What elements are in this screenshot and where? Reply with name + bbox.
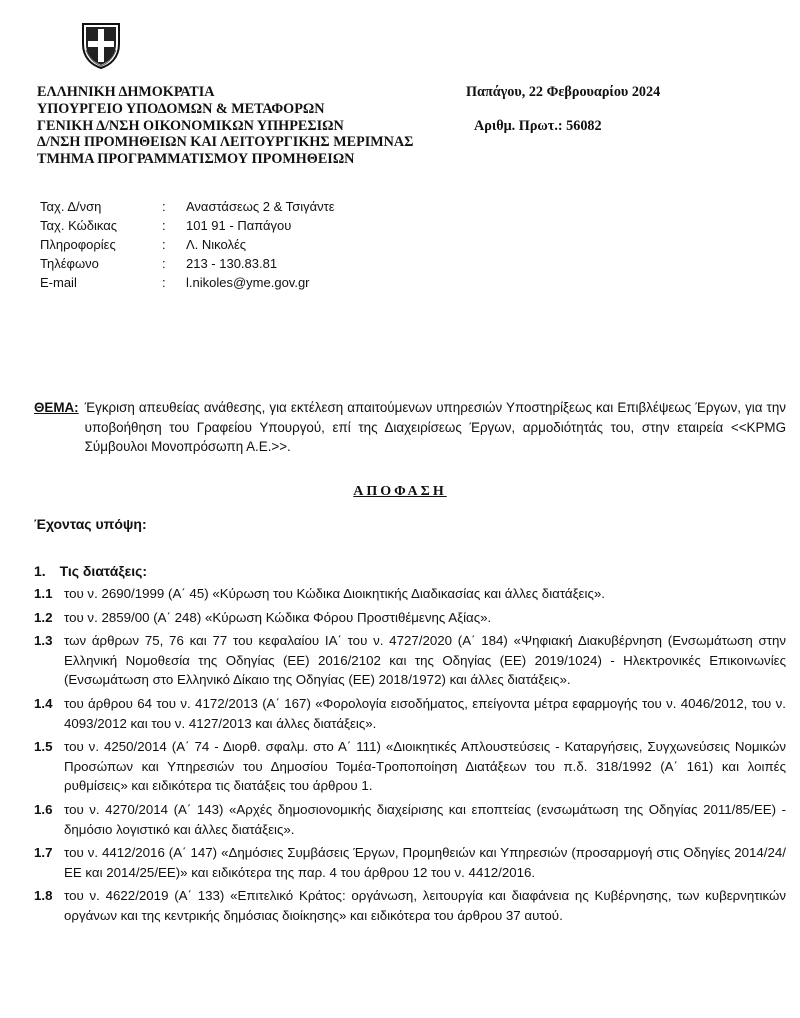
contact-value: Αναστάσεως 2 & Τσιγάντε — [186, 199, 335, 214]
document-meta — [466, 84, 786, 135]
list-item — [34, 843, 786, 882]
list-item — [34, 631, 786, 690]
decision-title: ΑΠΟΦΑΣΗ — [353, 484, 447, 499]
contact-label: Πληροφορίες — [40, 237, 116, 252]
contact-row-phone: Τηλέφωνο : 213 - 130.83.81 — [40, 256, 278, 271]
item-number: 1.8 — [34, 888, 53, 904]
contact-details — [40, 197, 335, 292]
item-number: 1.2 — [34, 609, 53, 625]
authority-line: ΤΜΗΜΑ ΠΡΟΓΡΑΜΜΑΤΙΣΜΟΥ ΠΡΟΜΗΘΕΙΩΝ — [37, 151, 355, 168]
list-item — [34, 694, 786, 733]
item-text: του άρθρου 64 του ν. 4172/2013 (Α΄ 167) «Φορολογία εισοδήματος, επείγοντα μέτρα εφαρμογής του ν. 4046/2012, του ν. 4093/2012 και του ν. 4127/2013 και άλλες διατάξεις». — [64, 695, 786, 731]
authority-line: ΕΛΛΗΝΙΚΗ ΔΗΜΟΚΡΑΤΙΑ — [37, 84, 215, 100]
contact-value: Λ. Νικολές — [186, 237, 247, 252]
contact-label: Τηλέφωνο — [40, 256, 99, 271]
having-in-view-heading: Έχοντας υπόψη: — [34, 516, 147, 532]
item-text: του ν. 2859/00 (Α΄ 248) «Κύρωση Κώδικα Φόρου Προστιθέμενης Αξίας». — [64, 609, 492, 625]
greek-coat-of-arms-icon — [80, 20, 122, 70]
list-item — [34, 886, 786, 925]
item-text: του ν. 4270/2014 (Α΄ 143) «Αρχές δημοσιονομικής διαχείρισης και εποπτείας (ενσωμάτωση της Οδηγίας 2011/85/ΕΕ) - δημόσιο λογιστικό και άλλες διατάξεις». — [64, 801, 786, 837]
contact-row-info: Πληροφορίες : Λ. Νικολές — [40, 237, 247, 252]
item-text: του ν. 4622/2019 (Α΄ 133) «Επιτελικό Κράτος: οργάνωση, λειτουργία και διαφάνεια ης Κυβέρνησης, των κυβερνητικών οργάνων και της κεντρικής δημόσιας διοίκησης» και ειδικότερα του άρθρου 37 αυτού. — [64, 888, 786, 923]
item-number: 1.3 — [34, 633, 53, 649]
item-number: 1.6 — [34, 801, 53, 817]
contact-value: 101 91 - Παπάγου — [186, 218, 292, 233]
item-text: του ν. 4412/2016 (Α΄ 147) «Δημόσιες Συμβάσεις Έργων, Προμηθειών και Υπηρεσιών (προσαρμογή στις Οδηγίες 2014/24/ΕΕ και 2014/25/ΕΕ)» και ειδικότερα της παρ. 4 του άρθρου 12 του ν. 4412/2016. — [64, 845, 786, 880]
item-number: 1.5 — [34, 739, 53, 755]
list-item — [34, 584, 786, 604]
contact-label: Ταχ. Κώδικας — [40, 218, 117, 233]
list-item — [34, 737, 786, 796]
section-heading — [34, 563, 147, 579]
protocol-number: Αριθμ. Πρωτ.: 56082 — [474, 117, 602, 134]
authority-line: ΥΠΟΥΡΓΕΙΟ ΥΠΟΔΟΜΩΝ & ΜΕΤΑΦΟΡΩΝ — [37, 100, 325, 117]
list-item — [34, 608, 786, 628]
issuing-authority — [37, 84, 477, 168]
contact-row-address: Ταχ. Δ/νση : Αναστάσεως 2 & Τσιγάντε — [40, 199, 335, 214]
item-text: του ν. 4250/2014 (Α΄ 74 - Διορθ. σφαλμ. στο Α΄ 111) «Διοικητικές Απλουστεύσεις - Καταργήσεις, Συγχωνεύσεις Νομικών Προσώπων και Υπηρεσιών του Δημοσίου Τομέα-Τροποποίηση Διατάξεων του π.δ. 318/1992 (Α΄ 161) και λοιπές ρυθμίσεις» και ειδικότερα τις διατάξεις του άρθρου 1. — [64, 739, 786, 794]
document-date: Παπάγου, 22 Φεβρουαρίου 2024 — [466, 84, 661, 100]
subject-text: Έγκριση απευθείας ανάθεσης, για εκτέλεση απαιτούμενων υπηρεσιών Υποστηρίξεως και Επιβλέψεως Έργων, για την υποβοήθηση του Γραφείου Υπουργού, επί της Διαχειρίσεως Έργων, αρμοδιότητάς του, στην εταιρεία <<KPMG Σύμβουλοι Μονοπρόσωπη Α.Ε.>>. — [84, 400, 786, 454]
authority-line: ΓΕΝΙΚΗ Δ/ΝΣΗ ΟΙΚΟΝΟΜΙΚΩΝ ΥΠΗΡΕΣΙΩΝ — [37, 117, 344, 134]
item-text: του ν. 2690/1999 (Α΄ 45) «Κύρωση του Κώδικα Διοικητικής Διαδικασίας και άλλες διατάξεις». — [64, 586, 605, 601]
item-number: 1.4 — [34, 695, 53, 711]
contact-label: Ταχ. Δ/νση — [40, 199, 102, 214]
list-item — [34, 800, 786, 839]
item-number: 1.1 — [34, 586, 53, 601]
contact-email: l.nikoles@yme.gov.gr — [186, 275, 310, 290]
contact-label: E-mail — [40, 275, 77, 290]
item-number: 1.7 — [34, 845, 53, 861]
subject-block — [34, 398, 786, 457]
section-number: 1. — [34, 563, 46, 579]
subject-label: ΘΕΜΑ: — [34, 400, 79, 415]
section-title: Τις διατάξεις: — [59, 563, 148, 579]
contact-row-email: E-mail : l.nikoles@yme.gov.gr — [40, 275, 310, 290]
authority-line: Δ/ΝΣΗ ΠΡΟΜΗΘΕΙΩΝ ΚΑΙ ΛΕΙΤΟΥΡΓΙΚΗΣ ΜΕΡΙΜΝΑΣ — [37, 134, 414, 151]
contact-row-postcode: Ταχ. Κώδικας : 101 91 - Παπάγου — [40, 218, 292, 233]
provisions-list — [34, 584, 786, 930]
item-text: των άρθρων 75, 76 και 77 του κεφαλαίου ΙΑ΄ του ν. 4727/2020 (Α΄ 184) «Ψηφιακή Διακυβέρνηση (Ενσωμάτωση στην Ελληνική Νομοθεσία της Οδηγίας (ΕΕ) 2016/2102 και της Οδηγίας (ΕΕ) 2019/1024) - Ηλεκτρονικές Επικοινωνίες (Ενσωμάτωση στο Ελληνικό Δίκαιο της Οδηγίας (ΕΕ) 2018/1972) και άλλες διατάξεις». — [64, 633, 786, 688]
contact-value: 213 - 130.83.81 — [186, 256, 278, 271]
